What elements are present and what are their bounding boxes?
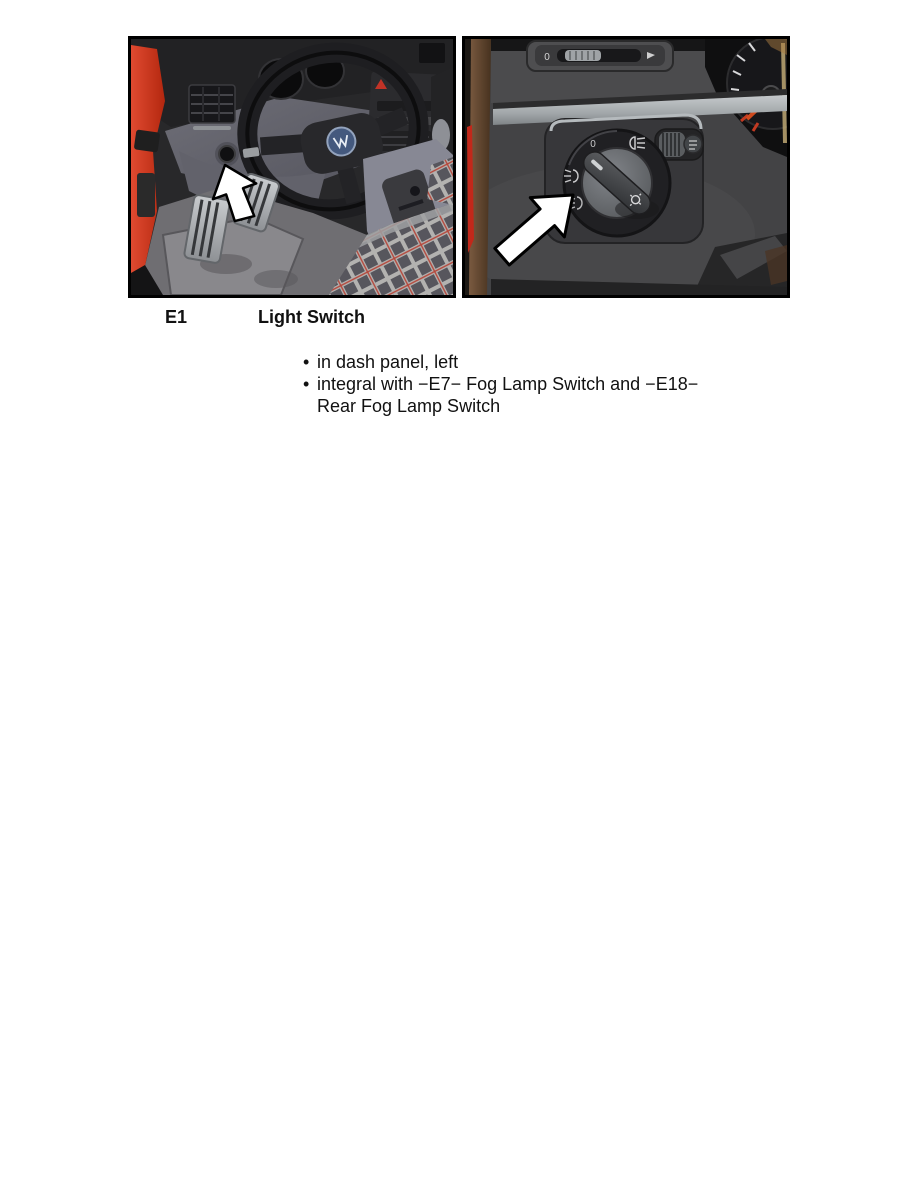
component-title: Light Switch	[258, 307, 365, 327]
door-latch	[137, 173, 155, 217]
note-item: • integral with −E7− Fog Lamp Switch and −E18− Rear Fog Lamp Switch	[303, 373, 737, 417]
rotary-light-switch	[564, 130, 670, 236]
air-vent	[189, 85, 235, 130]
door-edge	[465, 39, 491, 295]
interior-scene	[131, 39, 453, 295]
door-seal	[134, 129, 161, 152]
slider-zero-label: 0	[544, 52, 550, 63]
component-code: E1	[165, 307, 188, 327]
defroster-grille	[419, 43, 445, 63]
light-switch-scene	[465, 39, 787, 295]
component-notes-list	[303, 351, 737, 417]
note-item: • in dash panel, left	[303, 351, 737, 373]
switch-off-label: 0	[590, 139, 596, 150]
driver-footwell-overview-photo	[128, 36, 456, 298]
light-switch-closeup-photo	[462, 36, 790, 298]
slider-control	[527, 41, 673, 71]
